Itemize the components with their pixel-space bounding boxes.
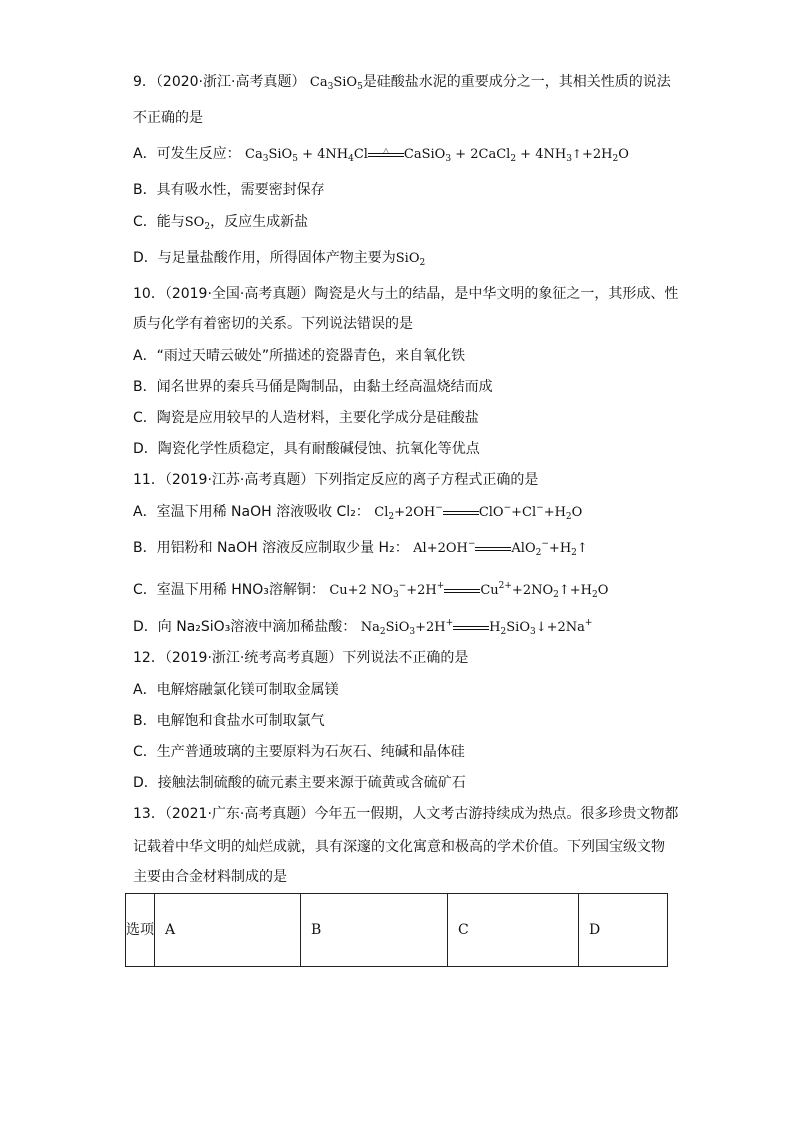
q10-option-d: D．陶瓷化学性质稳定，具有耐酸碱侵蚀、抗氧化等优点 (133, 441, 480, 457)
equals-sign (475, 543, 511, 555)
equals-sign (444, 585, 480, 597)
q9-option-a (133, 144, 629, 165)
heat-condition: △ (382, 145, 389, 155)
table-cell-b: B (301, 894, 448, 967)
q9-option-b: B．具有吸水性，需要密封保存 (133, 182, 325, 198)
q11-option-a-label: A．室温下用稀 NaOH 溶液吸收 Cl₂： (133, 504, 370, 520)
q10-stem-line2: 质与化学有着密切的关系。下列说法错误的是 (133, 316, 413, 332)
table-cell-d: D (579, 894, 668, 967)
table-header-cell: 选项 (126, 894, 155, 967)
q13-stem-line2: 记载着中华文明的灿烂成就，具有深邃的文化寓意和极高的学术价值。下列国宝级文物 (133, 839, 665, 855)
q11-option-d-label: D．向 Na₂SiO₃溶液中滴加稀盐酸： (133, 619, 357, 635)
q12-option-d: D．接触法制硫酸的硫元素主要来源于硫黄或含硫矿石 (133, 775, 466, 791)
q10-option-b: B．闻名世界的秦兵马俑是陶制品，由黏土经高温烧结而成 (133, 379, 493, 395)
q12-option-c: C．生产普通玻璃的主要原料为石灰石、纯碱和晶体硅 (133, 744, 465, 760)
q13-stem-line1: 13．（2021·广东·高考真题）今年五一假期，人文考古游持续成为热点。很多珍贵文物都 (133, 806, 679, 822)
q11-option-b-equation: Al+2OH− $AlO_2^-+H_2↑$ (413, 539, 588, 558)
q12-option-a: A．电解熔融氯化镁可制取金属镁 (133, 682, 339, 698)
q9-number: 9． (133, 74, 156, 90)
q11-option-b (133, 538, 588, 559)
q10-stem-line1: 10．（2019·全国·高考真题）陶瓷是火与土的结晶，是中华文明的象征之一，其形成、性 (133, 286, 679, 302)
table-cell-c: C (448, 894, 579, 967)
q9-source: （2020·浙江·高考真题） (155, 74, 306, 90)
q11-option-c-label: C．室温下用稀 HNO₃溶解铜： (133, 582, 325, 598)
q9-option-a-label: A．可发生反应： (133, 146, 241, 162)
q11-option-c (133, 580, 608, 601)
q9-stem-line1 (133, 72, 671, 93)
q11-stem: 11．（2019·江苏·高考真题）下列指定反应的离子方程式正确的是 (133, 472, 539, 488)
q11-option-a (133, 502, 582, 523)
q9-option-c-pre: C．能与 (133, 214, 185, 230)
q10-option-c: C．陶瓷是应用较早的人造材料，主要化学成分是硅酸盐 (133, 410, 479, 426)
q9-stem-rest: 是硅酸盐水泥的重要成分之一，其相关性质的说法 (362, 74, 671, 90)
gas-up-arrow: ↑ (571, 147, 582, 161)
q11-option-c-equation: Cu+2 $NO_3^-+2H^+$ $Cu^{2+}+2NO_2↑+H_2O$ (329, 581, 609, 600)
q10-option-a: A．“雨过天晴云破处”所描述的瓷器青色，来自氧化铁 (133, 348, 466, 364)
q12-stem: 12．（2019·浙江·统考高考真题）下列说法不正确的是 (133, 650, 469, 666)
table-cell-a: A (155, 894, 301, 967)
q11-option-a-equation: $Cl_2+2OH^-$ $ClO^-+Cl^-+H_2O$ (374, 503, 583, 522)
q9-option-c (133, 212, 308, 233)
q13-stem-line3: 主要由合金材料制成的是 (133, 869, 287, 885)
q11-option-b-label: B．用铝粉和 NaOH 溶液反应制取少量 H₂： (133, 540, 409, 556)
q13-options-table (125, 893, 668, 967)
q9-option-d (133, 248, 425, 269)
q9-option-c-post: ，反应生成新盐 (210, 214, 309, 230)
q9-option-d-chem: SiO$_2$ (395, 251, 426, 268)
heat-equals-arrow (368, 145, 404, 161)
equals-sign (443, 507, 479, 519)
q11-option-d (133, 617, 592, 638)
q12-option-b: B．电解饱和食盐水可制取氯气 (133, 713, 325, 729)
equals-sign (453, 622, 489, 634)
q9-option-d-pre: D．与足量盐酸作用，所得固体产物主要为 (133, 250, 396, 266)
q11-option-d-equation: $Na_2SiO_3+2H^+$ $H_2SiO_3↓+2Na^+$ (360, 618, 593, 637)
q9-compound: $Ca_3SiO_5$ (309, 75, 363, 92)
q9-stem-line2: 不正确的是 (133, 110, 203, 126)
q9-option-c-chem: $SO_2$ (184, 215, 211, 232)
table-row (126, 894, 668, 967)
q9-option-a-equation: $Ca_3SiO_5 + 4NH_4Cl$ △ CaSiO$_3$ + 2CaCl$_2$ + $4NH_3↑+2H_2O$ (245, 147, 629, 162)
